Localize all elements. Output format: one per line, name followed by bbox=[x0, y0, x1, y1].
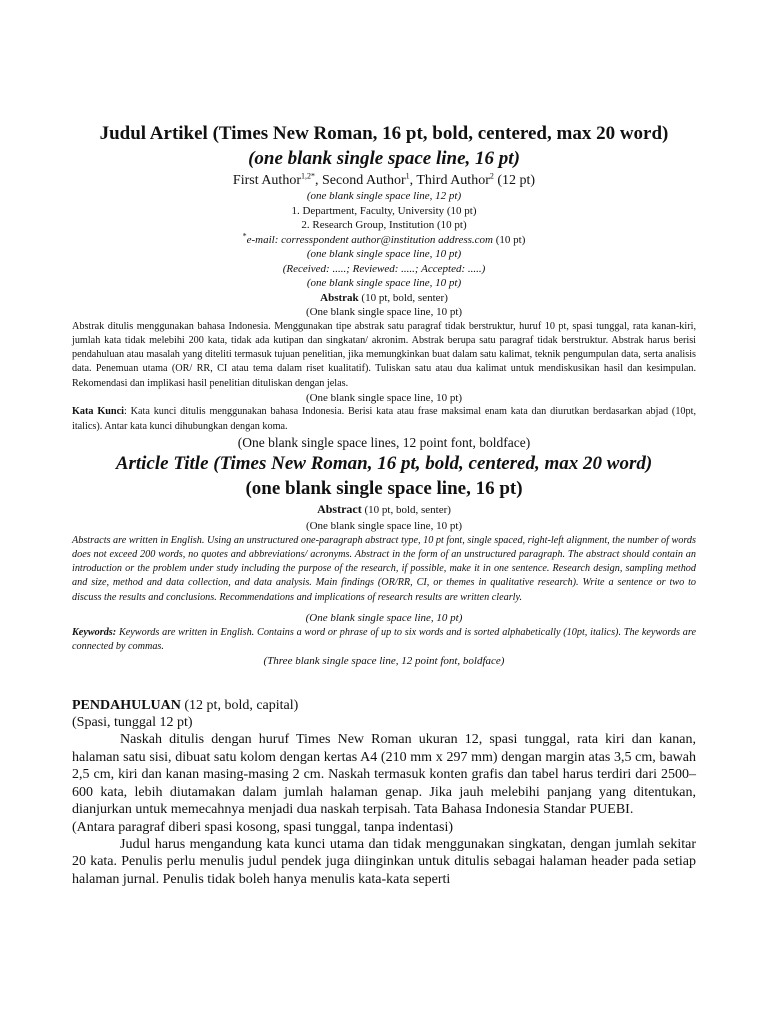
section-heading-label: PENDAHULUAN bbox=[72, 697, 181, 713]
spacing-note: (Spasi, tunggal 12 pt) bbox=[72, 715, 193, 731]
abstrak-paragraph: Abstrak ditulis menggunakan bahasa Indonesia. Menggunakan tipe abstrak satu paragraf tidak berstruktur, huruf 10 pt, spasi tunggal, rata kanan-kiri, jumlah kata tidak melebihi 200 kata, tidak ada kutipan dan singkatan/ akronim. Abstrak berupa satu paragraf tidak berstruktur. Abstrak harus berisi pendahuluan atau masalah yang diteliti termasuk tujuan penelitian, jika memungkinkan buat dalam satu kalimat, teknik pengumpulan data, serta analisis data. Penemuan utama (OR/ RR, CI atau tema dalam riset kualitatif). Tuliskan satu atau dua kalimat untuk mendiskusikan hasil dan kesimpulan. Rekomendasi dan implikasi hasil penelitian dituliskan dengan jelas. bbox=[72, 320, 696, 389]
blank-line-note-10pt: (One blank single space line, 10 pt) bbox=[305, 306, 463, 318]
abstract-heading bbox=[72, 501, 696, 519]
blank-line-note-10pt: (One blank single space line, 10 pt) bbox=[305, 612, 463, 625]
author-line bbox=[72, 172, 696, 189]
email-marker: * bbox=[242, 230, 247, 240]
email-size-note: (10 pt) bbox=[493, 233, 526, 246]
blank-lines-note-12pt: (One blank single space lines, 12 point font, boldface) bbox=[237, 435, 531, 451]
blank-line-note-10pt: (One blank single space line, 10 pt) bbox=[305, 391, 463, 404]
blank-line-note-16pt: (one blank single space line, 16 pt) bbox=[245, 478, 523, 500]
first-author: First Author bbox=[232, 173, 301, 188]
body-paragraph-1: Naskah ditulis dengan huruf Times New Roman ukuran 12, spasi tunggal, rata kiri dan kanan, halaman satu sisi, dibuat satu kolom dengan kertas A4 (210 mm x 297 mm) dengan margin atas 3,5 cm, bawah 2,5 cm, kiri dan kanan masing-masing 2 cm. Naskah termasuk konten grafis dan tabel harus terdiri dari 2500–600 kata, lebih diutamakan dalam jumlah halaman genap. Jika jauh melebihi panjang yang ditentukan, dianjurkan untuk memecahnya menjadi dua naskah terpisah. Tata Bahasa Indonesia Standar PUEBI. bbox=[72, 732, 696, 818]
abstrak-label: Abstrak bbox=[320, 291, 359, 304]
abstrak-note: (10 pt, bold, senter) bbox=[358, 291, 448, 304]
second-author-affil: 1 bbox=[405, 171, 410, 181]
email-line bbox=[72, 230, 696, 248]
paragraph-spacing-note: (Antara paragraf diberi spasi kosong, spasi tunggal, tanpa indentasi) bbox=[72, 819, 454, 835]
kata-kunci-text: : Kata kunci ditulis menggunakan bahasa Indonesia. Berisi kata atau frase maksimal enam kata dan diurutkan berdasarkan abjad (10pt, italics). Antar kata kunci dihubungkan dengan koma. bbox=[72, 406, 696, 432]
blank-line-note-10pt: (one blank single space line, 10 pt) bbox=[306, 248, 462, 260]
second-author: , Second Author bbox=[315, 173, 406, 188]
abstract-note: (10 pt, bold, senter) bbox=[361, 504, 451, 517]
author-size-note: (12 pt) bbox=[493, 173, 536, 188]
section-heading-note: (12 pt, bold, capital) bbox=[180, 697, 299, 713]
blank-line-note-16pt: (one blank single space line, 16 pt) bbox=[248, 148, 520, 169]
abstract-paragraph: Abstracts are written in English. Using an unstructured one-paragraph abstract type, 10 pt font, single spaced, right-left alignment, the number of words does not exceed 200 words, no quotes and abbreviations/ acronyms. Abstract in the form of an unstructured paragraph. The abstract should contain an introduction or the problem under study including the purpose of the research, if possible, make it in one sentence. Research design, sampling method and size, method and data collection, and data analysis. Main findings (OR/RR, CI, or themes in qualitative research). Write a sentence or two to discuss the results and conclusions. Recommendations and implications of research results are written clearly. bbox=[72, 534, 696, 603]
keywords-label: Keywords: bbox=[72, 626, 117, 638]
affiliation-2: 2. Research Group, Institution (10 pt) bbox=[301, 219, 467, 231]
keywords-text: Keywords are written in English. Contains a word or phrase of up to six words and is sorted alphabetically (10pt, italics). The keywords are connected by commas. bbox=[72, 626, 696, 652]
third-author-affil: 2 bbox=[489, 171, 494, 181]
abstrak-heading bbox=[72, 291, 696, 306]
body-paragraph-2: Judul harus mengandung kata kunci utama dan tidak menggunakan singkatan, dengan jumlah sekitar 20 kata. Penulis perlu menulis judul pendek juga diinginkan untuk ditulis sebagai halaman header pada setiap halaman jurnal. Penulis tidak boleh hanya menulis kata-kata seperti bbox=[72, 836, 696, 887]
blank-line-note-10pt: (One blank single space line, 10 pt) bbox=[305, 520, 463, 533]
kata-kunci-paragraph bbox=[72, 405, 696, 434]
third-author: , Third Author bbox=[409, 173, 490, 188]
blank-line-note-10pt: (one blank single space line, 10 pt) bbox=[306, 277, 462, 289]
affiliation-1: 1. Department, Faculty, University (10 pt) bbox=[291, 204, 477, 217]
blank-line-note-12pt: (one blank single space line, 12 pt) bbox=[306, 190, 462, 202]
first-author-affil: 1,2* bbox=[301, 171, 315, 181]
section-heading bbox=[72, 697, 696, 714]
corresponding-email: e-mail: corresspondent author@institution address.com bbox=[246, 233, 493, 246]
kata-kunci-label: Kata Kunci bbox=[72, 406, 124, 418]
keywords-paragraph bbox=[72, 626, 696, 655]
abstract-label: Abstract bbox=[317, 502, 362, 517]
review-dates: (Received: .....; Reviewed: .....; Accepted: .....) bbox=[282, 262, 486, 275]
spacer bbox=[72, 669, 696, 697]
three-blank-lines-note: (Three blank single space line, 12 point font, boldface) bbox=[263, 655, 505, 668]
article-title-id: Judul Artikel (Times New Roman, 16 pt, bold, centered, max 20 word) bbox=[99, 123, 669, 144]
article-title-en: Article Title (Times New Roman, 16 pt, bold, centered, max 20 word) bbox=[115, 453, 653, 475]
